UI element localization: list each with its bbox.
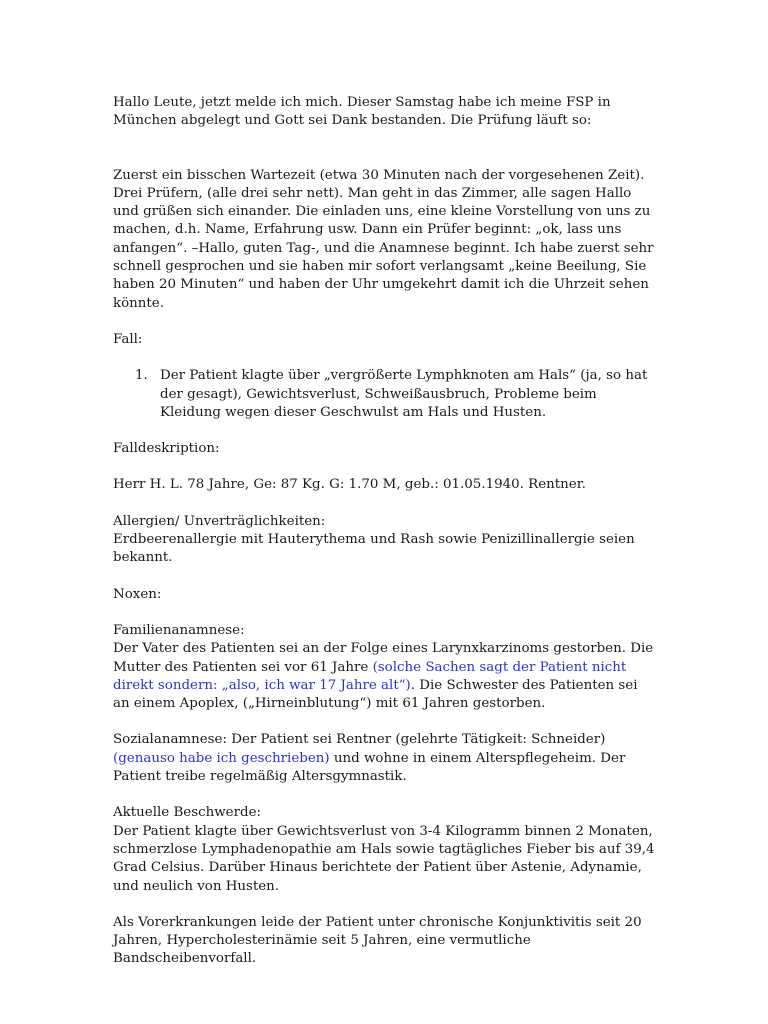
intro-paragraph: Hallo Leute, jetzt melde ich mich. Dieser Samstag habe ich meine FSP in München abgelegt und Gott sei Dank bestanden. Die Prüfung läuft so:	[113, 95, 611, 129]
beschwerde-heading: Aktuelle Beschwerde:	[113, 805, 262, 821]
familienanamnese-note: (solche Sachen sagt der Patient nicht direkt sondern: „also, ich war 17 Jahre alt“)	[113, 659, 627, 693]
sozialanamnese-text-a: Sozialanamnese: Der Patient sei Rentner (gelehrte Tätigkeit: Schneider)	[113, 732, 606, 748]
spacer	[113, 713, 658, 731]
spacer	[113, 131, 658, 167]
falldeskription-text: Herr H. L. 78 Jahre, Ge: 87 Kg. G: 1.70 M, geb.: 01.05.1940. Rentner.	[113, 477, 586, 493]
spacer	[113, 349, 658, 367]
spacer	[113, 896, 658, 914]
noxen-heading: Noxen:	[113, 586, 162, 602]
spacer	[113, 458, 658, 476]
spacer	[113, 313, 658, 331]
spacer	[113, 422, 658, 440]
spacer	[113, 604, 658, 622]
fall-heading: Fall:	[113, 331, 143, 347]
list-item-number: 1.	[135, 368, 148, 384]
beschwerde-text: Der Patient klagte über Gewichtsverlust von 3-4 Kilogramm binnen 2 Monaten, schmerzlose Lymphadenopathie am Hals sowie tagtägliches Fieber bis auf 39,4 Grad Celsius. Darüber Hinaus berichtete der Patient über Astenie, Adynamie, und neulich von Husten.	[113, 823, 655, 894]
familienanamnese-heading: Familienanamnese:	[113, 622, 245, 638]
allergien-heading: Allergien/ Unverträglichkeiten:	[113, 513, 326, 529]
familienanamnese-text	[113, 640, 658, 713]
sozialanamnese-note: (genauso habe ich geschrieben)	[113, 750, 330, 766]
sozialanamnese-text	[113, 731, 658, 786]
familienanamnese-text-b: . Die Schwester des Patienten sei an einem Apoplex, („Hirneinblutung“) mit 61 Jahren gestorben.	[113, 677, 638, 712]
spacer	[113, 786, 658, 804]
familienanamnese-text-a: Der Vater des Patienten sei an der Folge eines Larynxkarzinoms gestorben. Die Mutter des Patienten sei vor 61 Jahre	[113, 641, 654, 675]
allergien-text: Erdbeerenallergie mit Hauterythema und Rash sowie Penizillinallergie seien bekannt.	[113, 532, 635, 566]
exam-procedure-paragraph: Zuerst ein bisschen Wartezeit (etwa 30 Minuten nach der vorgesehenen Zeit). Drei Prüfern, (alle drei sehr nett). Man geht in das Zimmer, alle sagen Hallo und grüßen sich einander. Die einladen uns, eine kleine Vorstellung von uns zu machen, d.h. Name, Erfahrung usw. Dann ein Prüfer beginnt: „ok, lass uns anfangen“. –Hallo, guten Tag-, und die Anamnese beginnt. Ich habe zuerst sehr schnell gesprochen und sie haben mir sofort verlangsamt „keine Beeilung, Sie haben 20 Minuten“ und haben der Uhr umgekehrt damit ich die Uhrzeit sehen könnte.	[113, 167, 654, 311]
document-page	[113, 94, 658, 969]
list-item-text: Der Patient klagte über „vergrößerte Lymphknoten am Hals“ (ja, so hat der gesagt), Gewichtsverlust, Schweißausbruch, Probleme beim Kleidung wegen dieser Geschwulst am Hals und Husten.	[160, 368, 648, 420]
vorerkrankungen-text: Als Vorerkrankungen leide der Patient unter chronische Konjunktivitis seit 20 Jahren, Hypercholesterinämie seit 5 Jahren, eine vermutliche Bandscheibenvorfall.	[113, 914, 642, 967]
spacer	[113, 495, 658, 513]
fall-list-item	[113, 367, 658, 422]
spacer	[113, 568, 658, 586]
falldeskription-heading: Falldeskription:	[113, 441, 220, 457]
sozialanamnese-text-b: und wohne in einem Alterspflegeheim. Der Patient treibe regelmäßig Altersgymnastik.	[113, 750, 626, 785]
